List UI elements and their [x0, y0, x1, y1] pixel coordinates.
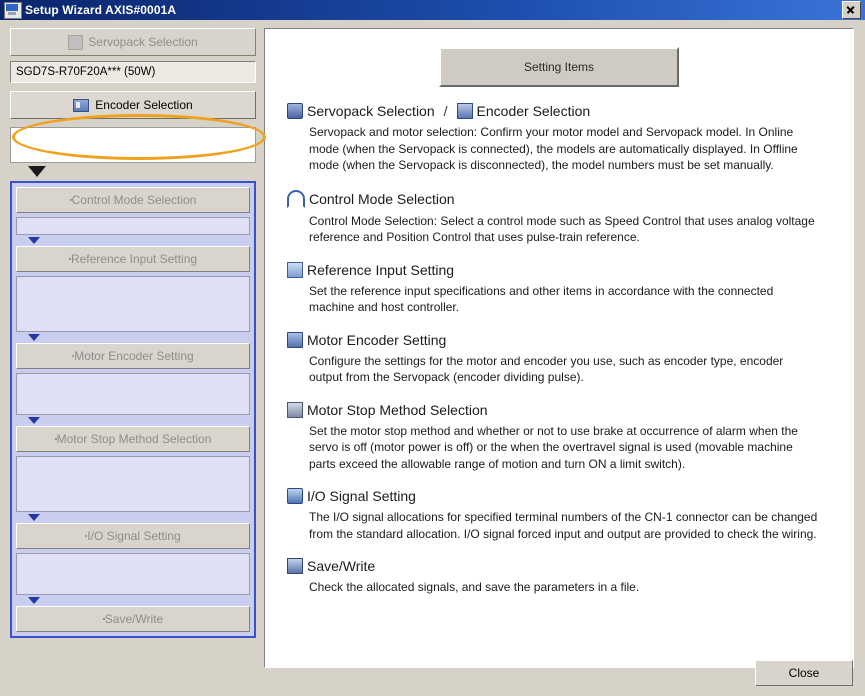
section-motor-encoder [265, 316, 853, 386]
section-io-signal-heading [287, 488, 831, 504]
disabled-steps-group [10, 181, 256, 638]
motor-stop-method-selection-button[interactable] [16, 426, 250, 452]
section-save-write-body: Check the allocated signals, and save the parameters in a file. [309, 580, 640, 594]
section-control-mode-body: Control Mode Selection: Select a control mode such as Speed Control that uses analog voltage reference and Position Control that uses pulse-train reference. [309, 213, 815, 244]
setting-items-panel [264, 28, 854, 668]
section-reference-input [265, 246, 853, 316]
close-button-label: Close [788, 666, 820, 680]
section-servopack-encoder-heading [287, 103, 831, 119]
flow-arrow-motor-encoder [28, 417, 40, 424]
reference-input-value-field [16, 276, 250, 332]
servopack-icon [287, 103, 303, 119]
wizard-step-panel [10, 28, 256, 668]
encoder-selection-button[interactable] [10, 91, 256, 119]
section-io-signal-body: The I/O signal allocations for specified terminal numbers of the CN-1 connector can be changed from the standard allocation. I/O signal forced input and output are provided to check the wiring. [309, 510, 818, 541]
servopack-selection-label: Servopack Selection [88, 35, 198, 49]
reference-input-setting-label: Reference Input Setting [70, 252, 198, 266]
step-io-signal [16, 523, 250, 604]
motor-encoder-icon [287, 332, 303, 348]
section-save-write-title: Save/Write [307, 558, 376, 574]
motor-stop-icon [287, 402, 303, 418]
section-save-write-heading [287, 558, 831, 574]
motor-encoder-value-field [16, 373, 250, 415]
encoder-selection-label: Encoder Selection [95, 98, 193, 112]
motor-stop-method-selection-label: Motor Stop Method Selection [56, 432, 212, 446]
section-control-mode [265, 174, 853, 246]
flow-arrow-control-mode [28, 237, 40, 244]
flow-arrow-io-signal [28, 597, 40, 604]
section-servopack-encoder [265, 87, 853, 174]
section-motor-encoder-title: Motor Encoder Setting [307, 331, 447, 348]
section-motor-stop-heading [287, 402, 831, 418]
section-motor-encoder-heading [287, 332, 831, 348]
reference-input-setting-button[interactable] [16, 246, 250, 272]
motor-stop-value-field [16, 456, 250, 512]
close-button[interactable] [755, 660, 853, 686]
encoder-value-field [10, 127, 256, 163]
save-write-icon [287, 558, 303, 574]
io-signal-value-field [16, 553, 250, 595]
section-reference-input-body: Set the reference input specifications and other items in accordance with the connected machine and host controller. [309, 283, 774, 314]
step-reference-input [16, 246, 250, 341]
section-motor-stop [265, 386, 853, 473]
section-motor-stop-title: Motor Stop Method Selection [307, 401, 488, 418]
window-title: Setup Wizard AXIS#0001A [25, 3, 177, 17]
encoder-icon [73, 99, 89, 112]
io-signal-icon [287, 488, 303, 504]
motor-encoder-setting-button[interactable] [16, 343, 250, 369]
encoder-icon [457, 103, 473, 119]
flow-arrow-reference-input [28, 334, 40, 341]
section-reference-input-heading [287, 262, 831, 278]
wizard-icon [4, 2, 22, 19]
setting-items-label: Setting Items [523, 60, 595, 74]
section-encoder-title: Encoder Selection [476, 103, 591, 119]
section-save-write [265, 542, 853, 596]
step-save-write [16, 606, 250, 632]
control-mode-value-field [16, 217, 250, 235]
close-icon[interactable] [842, 1, 861, 19]
section-servopack-encoder-body: Servopack and motor selection: Confirm your motor model and Servopack model. In Online mode (when the Servopack is connected), the models are automatically displayed. In Offline mode (when the Servopack is disconnected), the model numbers must be set manually. [309, 125, 798, 172]
step-control-mode [16, 187, 250, 244]
servopack-icon [68, 35, 83, 50]
control-mode-icon [287, 190, 305, 208]
section-motor-stop-body: Set the motor stop method and whether or not to use brake at occurrence of alarm when the servo is off (motor power is off) or the when the overtravel signal is used (movable machine parts exceed the allowable range of motion and turn ON a limit switch). [309, 423, 798, 471]
title-bar [0, 0, 865, 20]
section-io-signal [265, 472, 853, 542]
section-control-mode-heading [287, 190, 831, 208]
control-mode-selection-button[interactable] [16, 187, 250, 213]
control-mode-selection-label: Control Mode Selection [71, 193, 197, 207]
save-write-label: Save/Write [104, 612, 164, 626]
servopack-selection-button[interactable] [10, 28, 256, 56]
section-control-mode-title: Control Mode Selection [309, 190, 455, 207]
section-motor-encoder-body: Configure the settings for the motor and encoder you use, such as encoder type, encoder output from the Servopack (encoder dividing pulse). [309, 353, 784, 384]
step-motor-stop [16, 426, 250, 521]
section-servopack-title: Servopack Selection [307, 103, 435, 119]
servopack-model-value: SGD7S-R70F20A*** (50W) [10, 61, 256, 83]
flow-arrow-motor-stop [28, 514, 40, 521]
window-client-area [0, 20, 865, 696]
section-io-signal-title: I/O Signal Setting [307, 488, 416, 504]
section-reference-input-title: Reference Input Setting [307, 261, 455, 278]
motor-encoder-setting-label: Motor Encoder Setting [74, 349, 194, 363]
save-write-button[interactable] [16, 606, 250, 632]
step-motor-encoder [16, 343, 250, 424]
flow-arrow-down [28, 166, 46, 177]
io-signal-setting-button[interactable] [16, 523, 250, 549]
section-title-separator: / [443, 103, 448, 119]
reference-input-icon [287, 262, 303, 278]
setting-items-button[interactable] [439, 47, 679, 87]
io-signal-setting-label: I/O Signal Setting [87, 529, 181, 543]
